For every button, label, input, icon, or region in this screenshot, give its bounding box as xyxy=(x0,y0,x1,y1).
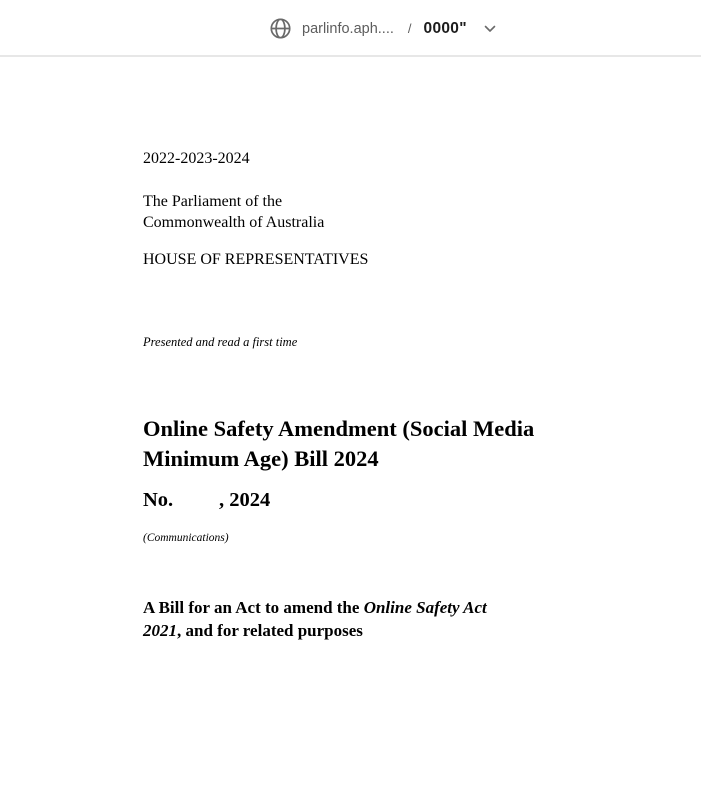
bill-number xyxy=(143,489,270,512)
long-title-line-2 xyxy=(143,619,487,642)
parliament-line-2: Commonwealth of Australia xyxy=(143,213,325,231)
long-title xyxy=(143,596,487,642)
bill-number-year: , 2024 xyxy=(219,489,271,511)
long-title-line-1 xyxy=(143,596,487,619)
chevron-down-icon xyxy=(484,25,496,33)
act-name-part-2: 2021 xyxy=(143,621,177,640)
bill-title-line-2: Minimum Age) Bill 2024 xyxy=(143,445,379,471)
globe-icon xyxy=(270,18,291,39)
portfolio-note: (Communications) xyxy=(143,532,229,544)
site-chip[interactable] xyxy=(270,18,394,39)
bill-title xyxy=(143,414,534,473)
long-title-suffix: , and for related purposes xyxy=(177,621,363,640)
site-url-label: parlinfo.aph.... xyxy=(302,20,394,37)
browser-topbar xyxy=(0,0,701,57)
act-name-part-1: Online Safety Act xyxy=(363,598,487,617)
page-indicator-dropdown[interactable] xyxy=(424,20,496,38)
long-title-prefix: A Bill for an Act to amend the xyxy=(143,598,364,617)
parliament-heading xyxy=(143,192,324,233)
bill-number-label: No. xyxy=(143,489,174,511)
presented-note: Presented and read a first time xyxy=(143,335,298,349)
bill-title-line-1: Online Safety Amendment (Social Media xyxy=(143,416,535,441)
parliament-line-1: The Parliament of the xyxy=(143,193,283,210)
chamber-heading: HOUSE OF REPRESENTATIVES xyxy=(143,251,369,268)
address-area xyxy=(270,0,496,57)
session-years: 2022-2023-2024 xyxy=(143,150,250,167)
document-page xyxy=(0,59,701,799)
path-separator: / xyxy=(407,21,412,36)
page-indicator-value: 0000" xyxy=(423,19,467,37)
